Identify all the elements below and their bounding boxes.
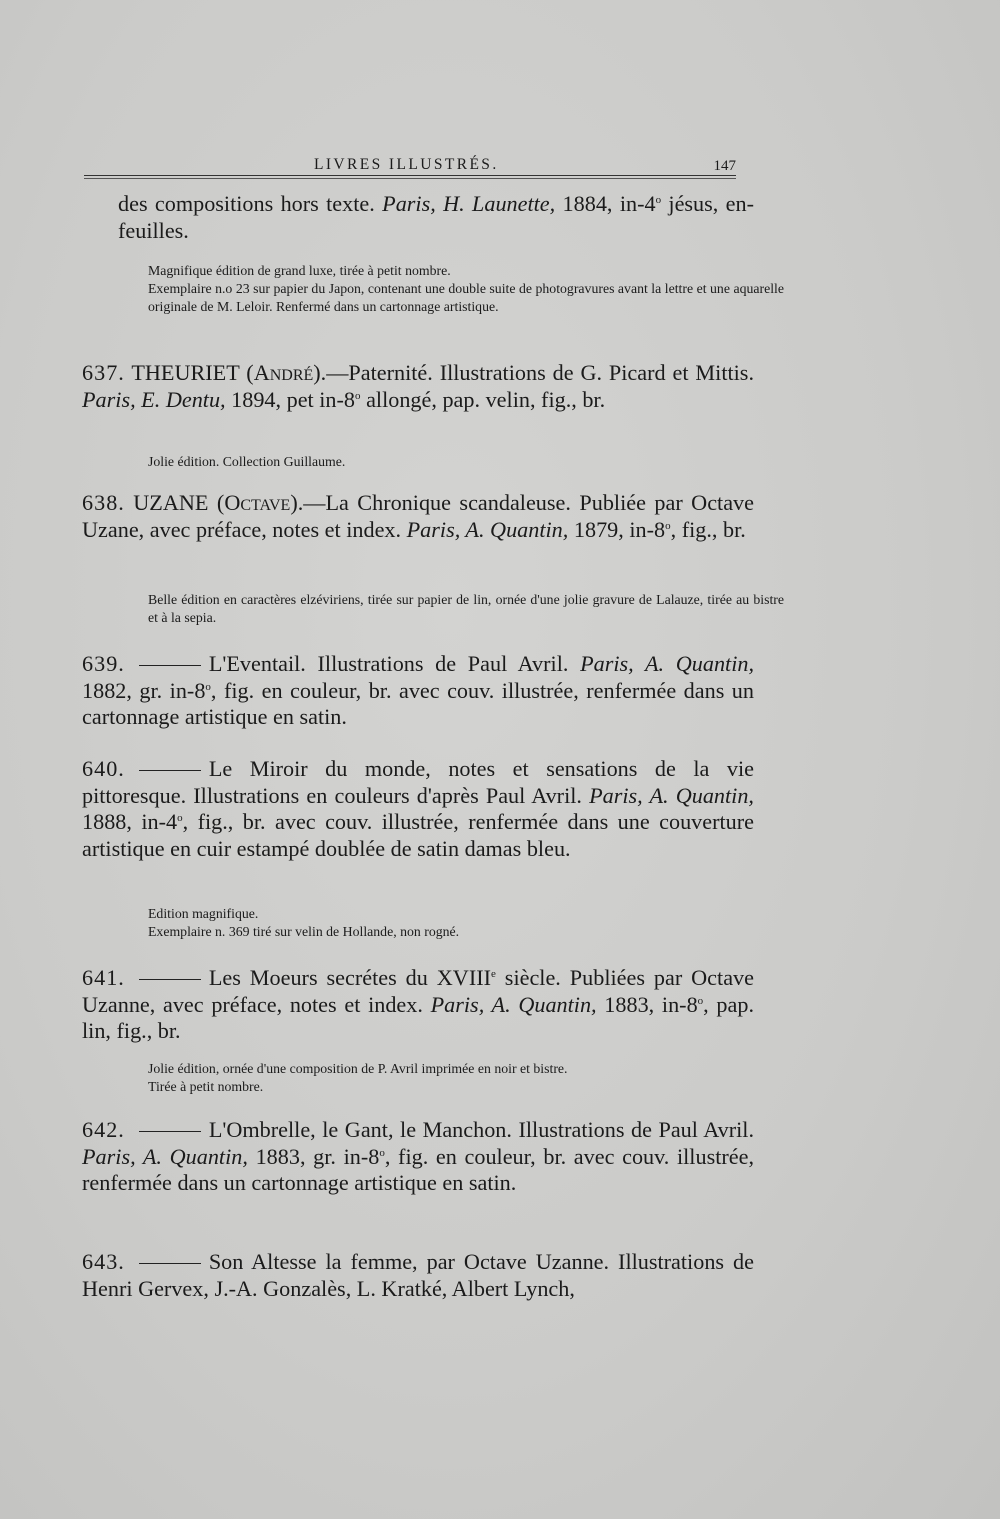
entry-637: 637. THEURIET (André).—Paternité. Illustrations de G. Picard et Mittis. Paris, E. Dentu, 1894, pet in-8$^o$ allongé, pap. velin, fig., br. bbox=[82, 360, 754, 412]
entry-639: 639. L'Eventail. Illustrations de Paul Avril. Paris, A. Quantin, 1882, gr. in-8$^o$, fig. en couleur, br. avec couv. illustrée, renfermée dans un cartonnage artistique en satin. bbox=[82, 651, 755, 729]
entry-643: 643. Son Altesse la femme, par Octave Uzanne. Illustrations de Henri Gervex, J.-A. Gonzalès, L. Kratké, Albert Lynch, bbox=[82, 1249, 754, 1301]
running-title: LIVRES ILLUSTRÉS. bbox=[314, 156, 499, 173]
ditto-dash bbox=[139, 1131, 201, 1132]
entry-640: 640. Le Miroir du monde, notes et sensations de la vie pittoresque. Illustrations en couleurs d'après Paul Avril. Paris, A. Quantin, 1888, in-4$^o$, fig., br. avec couv. illustrée, renfermée dans une couverture artistique en cuir estampé doublée de satin damas bleu. bbox=[82, 756, 754, 861]
ditto-dash bbox=[139, 1263, 201, 1264]
note-continuation: Magnifique édition de grand luxe, tirée à petit nombre. Exemplaire n.o 23 sur papier du Japon, contenant une double suite de photogravures avant la lettre et une aquarelle originale de M. Leloir. Renfermé dans un cartonnage artistique. bbox=[148, 263, 784, 314]
entry-continuation: des compositions hors texte. Paris, H. Launette, 1884, in-4$^o$ jésus, en-feuilles. bbox=[118, 191, 754, 243]
entry-641: 641. Les Moeurs secrétes du XVIIIe siècle. Publiées par Octave Uzanne, avec préface, notes et index. Paris, A. Quantin, 1883, in-8$^o$, pap. lin, fig., br. bbox=[82, 965, 754, 1043]
entry-642: 642. L'Ombrelle, le Gant, le Manchon. Illustrations de Paul Avril. Paris, A. Quantin, 1883, gr. in-8$^o$, fig. en couleur, br. avec couv. illustrée, renfermée dans un cartonnage artistique en satin. bbox=[82, 1117, 754, 1195]
running-header bbox=[84, 152, 736, 182]
note-640: Edition magnifique. Exemplaire n. 369 tiré sur velin de Hollande, non rogné. bbox=[148, 906, 460, 939]
note-641: Jolie édition, ornée d'une composition de P. Avril imprimée en noir et bistre. Tirée à petit nombre. bbox=[148, 1061, 568, 1094]
note-637: Jolie édition. Collection Guillaume. bbox=[148, 454, 346, 469]
entry-638: 638. UZANE (Octave).—La Chronique scandaleuse. Publiée par Octave Uzane, avec préface, notes et index. Paris, A. Quantin, 1879, in-8$^o$, fig., br. bbox=[82, 490, 754, 542]
ditto-dash bbox=[139, 770, 201, 771]
page-number: 147 bbox=[713, 158, 736, 174]
header-rule-secondary bbox=[84, 178, 736, 179]
ditto-dash bbox=[139, 979, 201, 980]
ditto-dash bbox=[139, 665, 201, 666]
header-rule bbox=[84, 175, 736, 176]
note-638: Belle édition en caractères elzéviriens, tirée sur papier de lin, ornée d'une jolie gravure de Lalauze, tirée au bistre et à la sepia. bbox=[148, 592, 784, 625]
